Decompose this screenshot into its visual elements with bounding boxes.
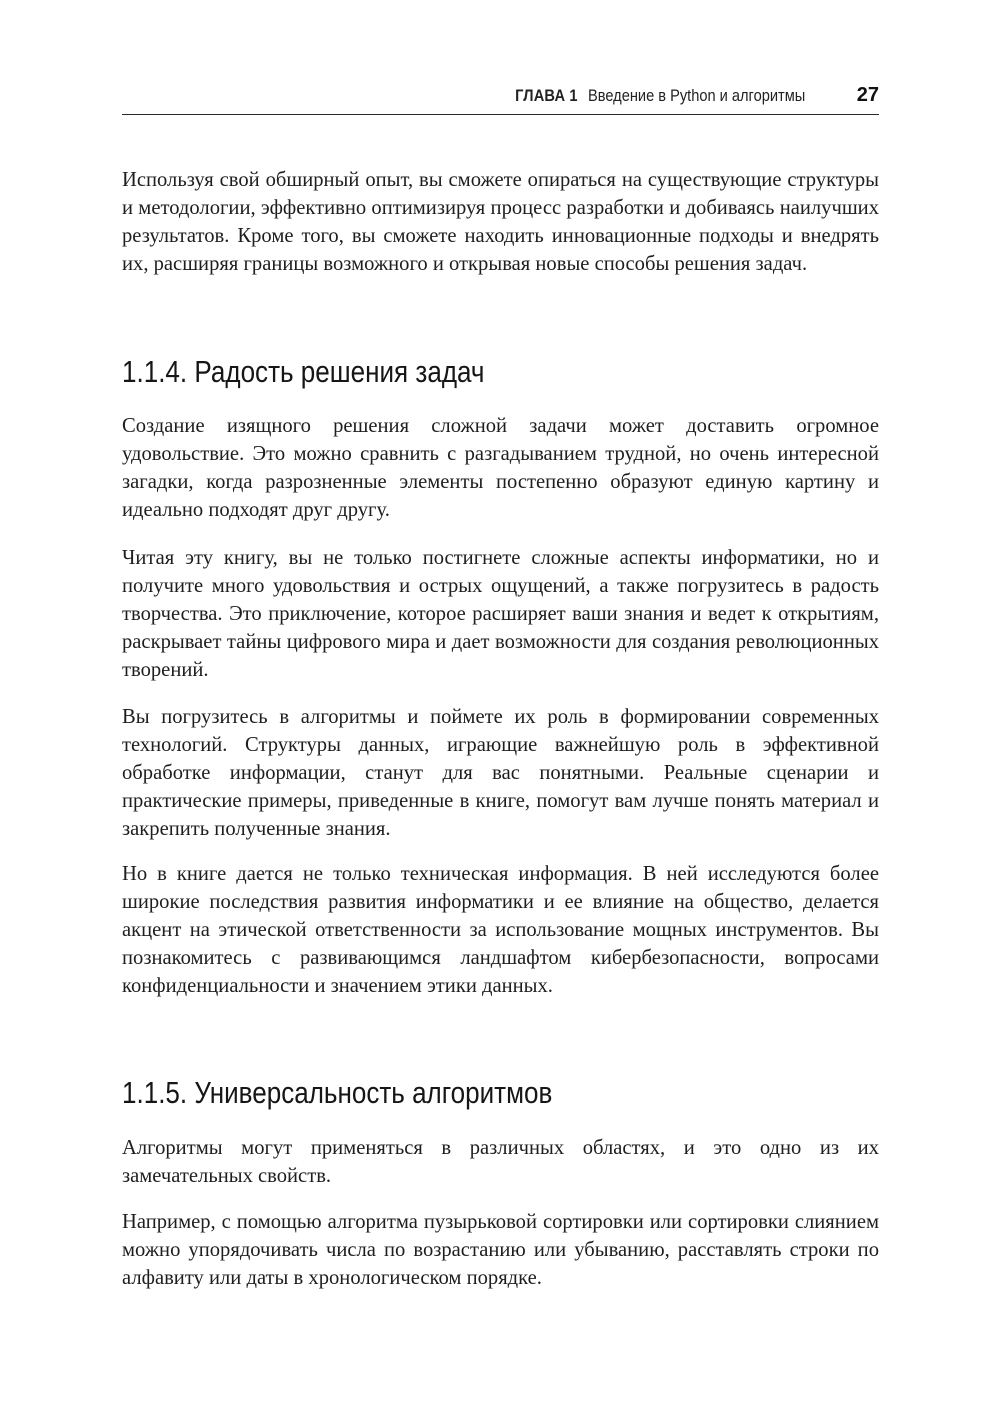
running-head-right <box>505 84 879 107</box>
running-head <box>122 80 879 115</box>
chapter-title: Введение в Python и алгоритмы <box>588 86 806 105</box>
paragraph-universality-1: Алгоритмы могут применяться в различных областях, и это одно из их замечательных свойств. <box>122 1137 879 1187</box>
intro-paragraph: Используя свой обширный опыт, вы сможете опираться на существующие структуры и методологии, эффективно оптимизируя процесс разработки и добиваясь наилучших результатов. Кроме того, вы сможете находить инновационные подходы и внедрять их, расширяя границы возможного и открывая новые способы решения задач. <box>122 169 879 275</box>
paragraph-universality-2: Например, с помощью алгоритма пузырьковой сортировки или сортировки слиянием можно упорядочивать числа по возрастанию или убыванию, расставлять строки по алфавиту или даты в хронологическом порядке. <box>122 1211 879 1289</box>
section-heading-1-1-4: 1.1.4. Радость решения задач <box>122 354 485 389</box>
page-number: 27 <box>856 84 879 106</box>
section-heading-1-1-5: 1.1.5. Универсальность алгоритмов <box>122 1075 553 1110</box>
chapter-label: ГЛАВА 1 <box>515 86 579 105</box>
paragraph-joy-1: Создание изящного решения сложной задачи может доставить огромное удовольствие. Это можно сравнить с разгадыванием трудной, но очень интересной загадки, когда разрозненные элементы постепенно образуют единую картину и идеально подходят друг другу. <box>122 415 879 521</box>
paragraph-joy-2: Читая эту книгу, вы не только постигнете сложные аспекты информатики, но и получите много удовольствия и острых ощущений, а также погрузитесь в радость творчества. Это приключение, которое расширяет ваши знания и ведет к открытиям, раскрывает тайны цифрового мира и дает возможности для создания революционных творений. <box>122 547 879 681</box>
paragraph-joy-3: Вы погрузитесь в алгоритмы и поймете их роль в формировании современных технологий. Структуры данных, играющие важнейшую роль в эффективной обработке информации, станут для вас понятными. Реальные сценарии и практические примеры, приведенные в книге, помогут вам лучше понять материал и закрепить полученные знания. <box>122 706 879 840</box>
paragraph-joy-4: Но в книге дается не только техническая информация. В ней исследуются более широкие последствия развития информатики и ее влияние на общество, делается акцент на этической ответственности за использование мощных инструментов. Вы познакомитесь с развивающимся ландшафтом кибербезопасности, вопросами конфиденциальности и значением этики данных. <box>122 863 879 997</box>
